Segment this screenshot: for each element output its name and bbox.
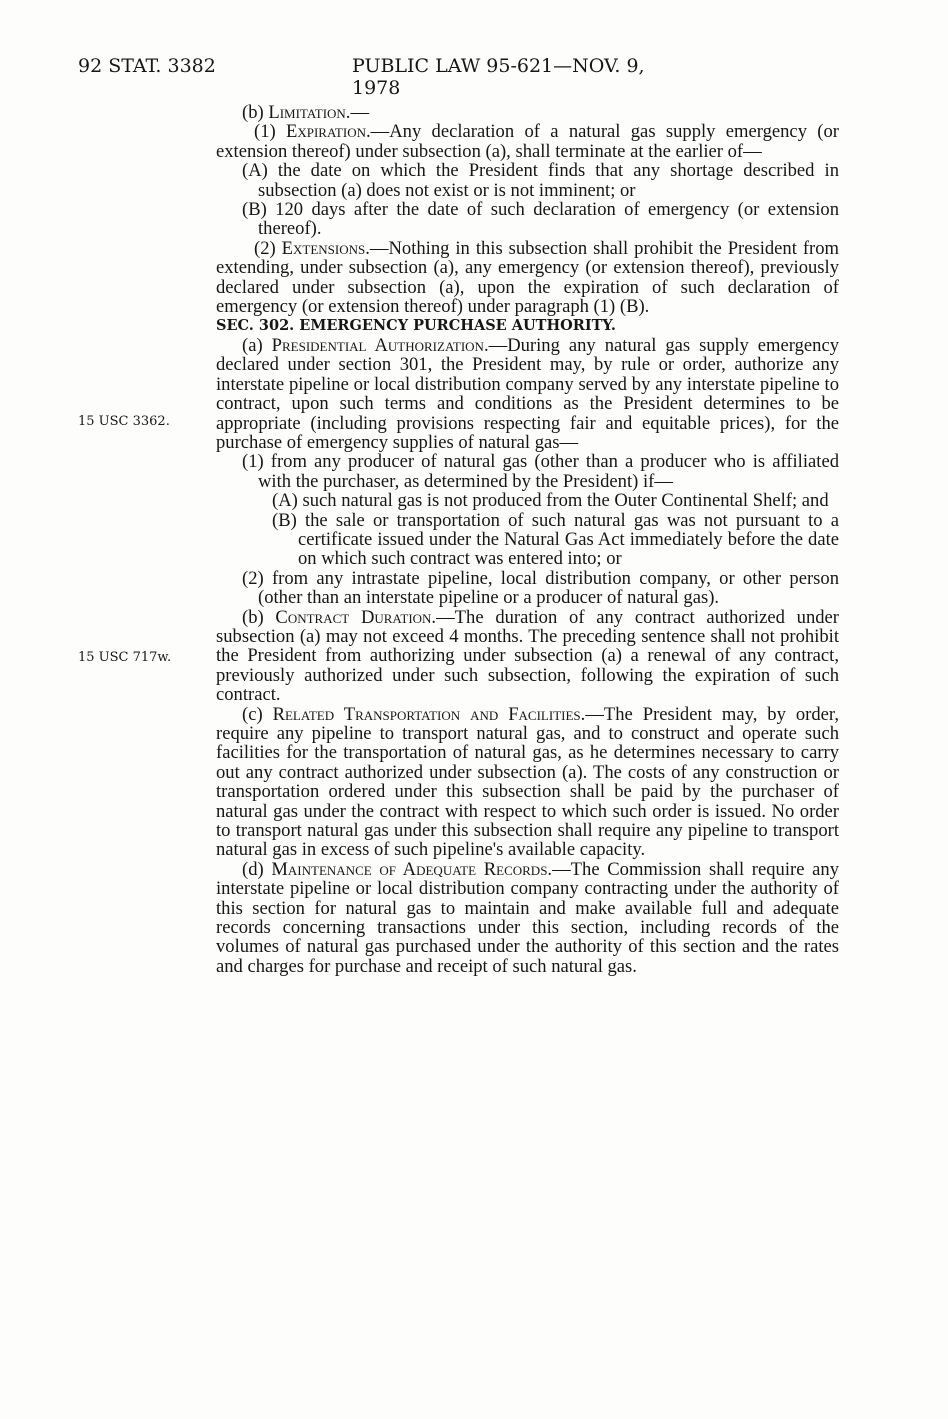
clause-b1A: (A) the date on which the President finds that any shortage described in subsection (a) does not exist or is not imminent; or — [242, 160, 839, 201]
subsection-a: (a) Presidential Authorization.—During any natural gas supply emergency declared under section 301, the President may, by rule or order, authorize any interstate pipeline or local distribution company served by any interstate pipeline to contract, upon such terms and conditions as the President determines to be appropriate (including provisions respecting fair and equitable prices), for the purchase of emergency supplies of natural gas— — [216, 334, 839, 453]
clause-a1A: (A) such natural gas is not produced from the Outer Continental Shelf; and — [272, 490, 829, 512]
clause-a1B: (B) the sale or transportation of such natural gas was not pursuant to a certificate issued under the Natural Gas Act immediately before the date on which such contract was entered into; or — [272, 509, 839, 570]
paragraph-a1: (1) from any producer of natural gas (other than a producer who is affiliated with the purchaser, as determined by the President) if— — [242, 451, 839, 492]
subsection-b-contract: (b) Contract Duration.—The duration of any contract authorized under subsection (a) may not exceed 4 months. The preceding sentence shall not prohibit the President from authorizing under subsection (a) a renewal of any contract, previously authorized under such subsection, following the expiration of such contract. — [216, 606, 839, 706]
subsection-d: (d) Maintenance of Adequate Records.—The Commission shall require any interstate pipeline or local distribution company contracting under the authority of this section for natural gas to maintain and make available full and adequate records concerning transactions under this section, including records of the volumes of natural gas purchased under the authority of this section and the rates and charges for purchase and receipt of such natural gas. — [216, 858, 839, 977]
margin-citation-3362: 15 USC 3362. — [78, 414, 170, 429]
statute-body — [216, 103, 839, 976]
paragraph-a2: (2) from any intrastate pipeline, local distribution company, or other person (other than an interstate pipeline or a producer of natural gas). — [242, 567, 839, 609]
stat-reference: 92 STAT. 3382 — [78, 55, 216, 77]
law-title: PUBLIC LAW 95-621—NOV. 9, 1978 — [352, 55, 645, 99]
margin-citation-717w: 15 USC 717w. — [78, 650, 172, 665]
paragraph-b1: (1) Expiration.—Any declaration of a natural gas supply emergency (or extension thereof) under subsection (a), shall terminate at the earlier of— — [216, 121, 839, 162]
subsection-b-heading: (b) Limitation.— — [242, 102, 370, 123]
clause-b1B: (B) 120 days after the date of such declaration of emergency (or extension thereof). — [242, 199, 839, 240]
paragraph-b2: (2) Extensions.—Nothing in this subsection shall prohibit the President from extending, under subsection (a), any emergency (or extension thereof), previously declared under subsection (a), upon the expiration of such declaration of emergency (or extension thereof) under paragraph (1) (B). — [216, 237, 839, 318]
subsection-c: (c) Related Transportation and Facilities.—The President may, by order, require any pipeline to transport natural gas, and to construct and operate such facilities for the transportation of natural gas, as he determines necessary to carry out any contract authorized under subsection (a). The costs of any construction or transportation ordered under this subsection shall be paid by the purchaser of natural gas under the contract with respect to which such order is issued. No order to transport natural gas under this subsection shall require any pipeline to transport natural gas in excess of such pipeline's available capacity. — [216, 703, 839, 861]
section-302-heading: SEC. 302. EMERGENCY PURCHASE AUTHORITY. — [216, 317, 616, 335]
